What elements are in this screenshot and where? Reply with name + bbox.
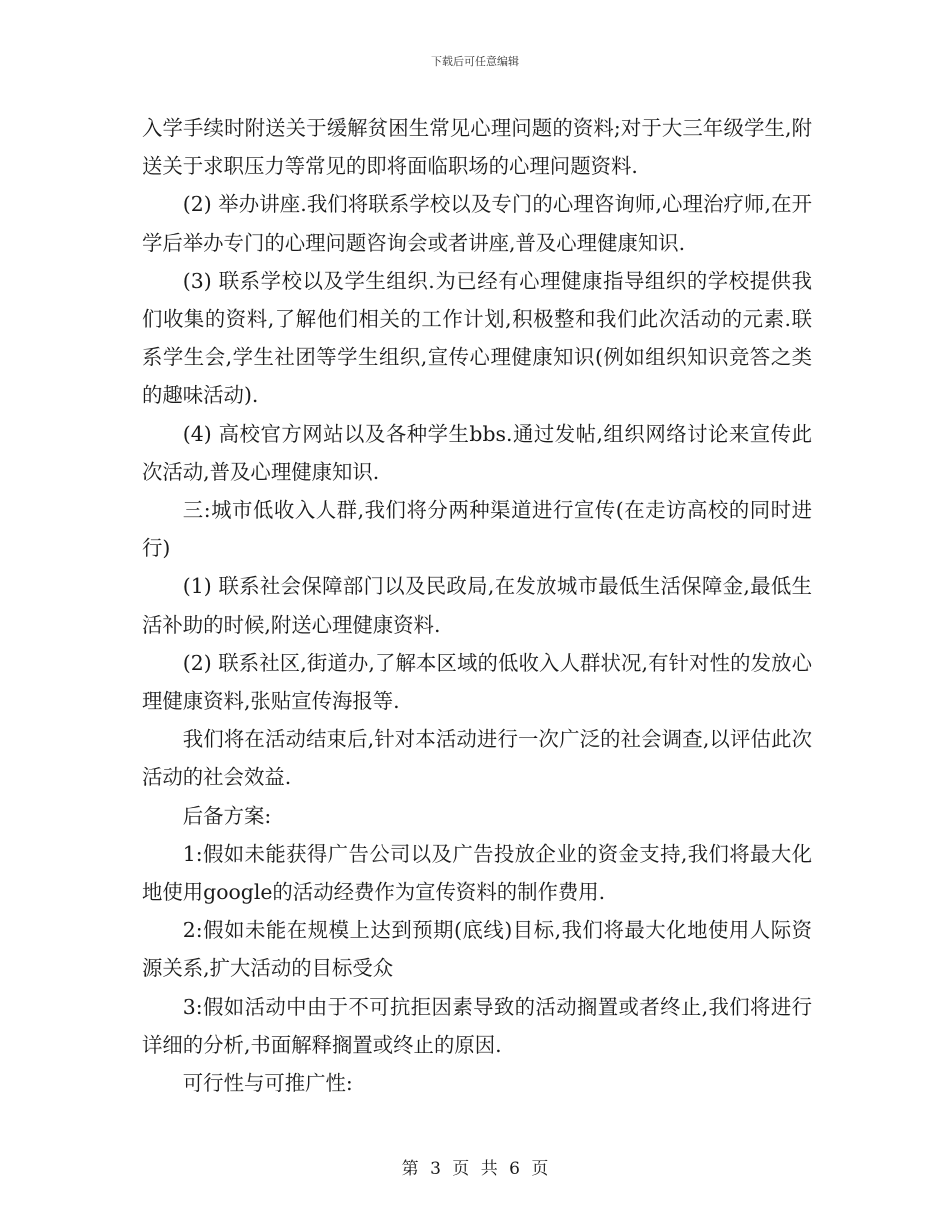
paragraph-13: 可行性与可推广性:: [182, 1071, 353, 1096]
paragraph-11: 2:假如未能在规模上达到预期(底线)目标,我们将最大化地使用人际资源关系,扩大活动的目标受众: [142, 918, 812, 981]
paragraph-12: 3:假如活动中由于不可抗拒因素导致的活动搁置或者终止,我们将进行详细的分析,书面解释搁置或终止的原因.: [142, 994, 812, 1057]
paragraph-2: (2) 举办讲座.我们将联系学校以及专门的心理咨询师,心理治疗师,在开学后举办专门的心理问题咨询会或者讲座,普及心理健康知识.: [142, 192, 812, 255]
paragraph-4: (4) 高校官方网站以及各种学生bbs.通过发帖,组织网络讨论来宣传此次活动,普及心理健康知识.: [142, 421, 812, 484]
paragraph-3: (3) 联系学校以及学生组织.为已经有心理健康指导组织的学校提供我们收集的资料,了解他们相关的工作计划,积极整和我们此次活动的元素.联系学生会,学生社团等学生组织,宣传心理健康知识(例如组织知识竞答之类的趣味活动).: [142, 268, 812, 408]
paragraph-5: 三:城市低收入人群,我们将分两种渠道进行宣传(在走访高校的同时进行): [142, 498, 812, 561]
paragraph-10: 1:假如未能获得广告公司以及广告投放企业的资金支持,我们将最大化地使用google的活动经费作为宣传资料的制作费用.: [142, 841, 812, 905]
paragraph-6: (1) 联系社会保障部门以及民政局,在发放城市最低生活保障金,最低生活补助的时候,附送心理健康资料.: [142, 574, 812, 637]
page-header: 下载后可任意编辑: [431, 55, 519, 68]
paragraph-7: (2) 联系社区,街道办,了解本区域的低收入人群状况,有针对性的发放心理健康资料,张贴宣传海报等.: [142, 650, 812, 714]
paragraph-9: 后备方案:: [182, 803, 272, 828]
document-body: [142, 109, 812, 1102]
paragraph-1: 入学手续时附送关于缓解贫困生常见心理问题的资料;对于大三年级学生,附送关于求职压力等常见的即将面临职场的心理问题资料.: [142, 116, 812, 179]
paragraph-8: 我们将在活动结束后,针对本活动进行一次广泛的社会调查,以评估此次活动的社会效益.: [142, 727, 812, 790]
page-footer: 第 3 页 共 6 页: [401, 1159, 549, 1179]
